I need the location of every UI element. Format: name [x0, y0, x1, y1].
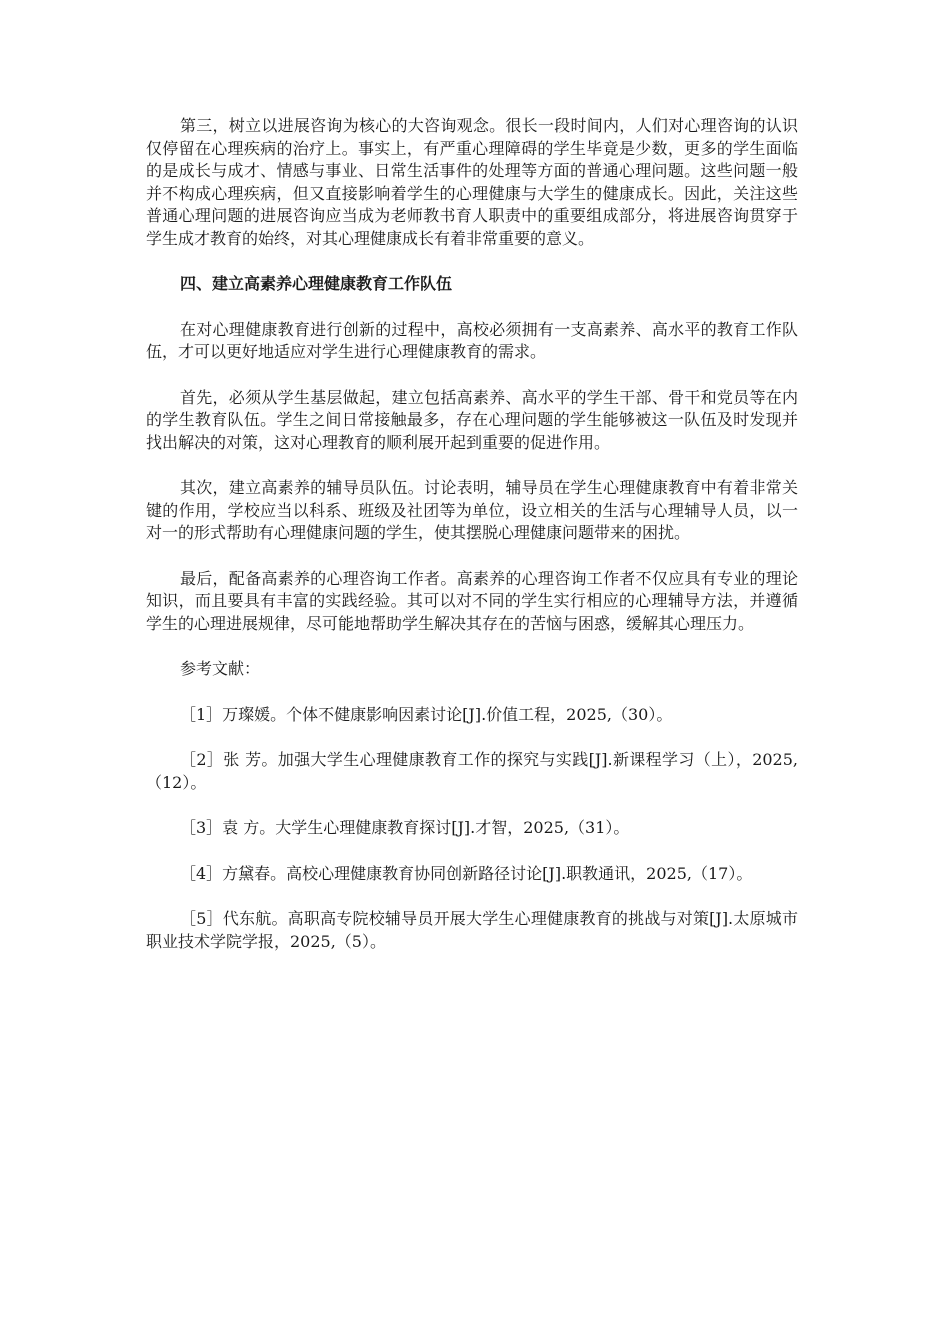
references-title: 参考文献：	[180, 659, 261, 678]
paragraph-first: 首先，必须从学生基层做起，建立包括高素养、高水平的学生干部、骨干和党员等在内的学生教育队伍。学生之间日常接触最多，存在心理问题的学生能够被这一队伍及时发现并找出解决的对策，这对心理教育的顺利展开起到重要的促进作用。	[146, 387, 798, 452]
paragraph-last: 最后，配备高素养的心理咨询工作者。高素养的心理咨询工作者不仅应具有专业的理论知识，而且要具有丰富的实践经验。其可以对不同的学生实行相应的心理辅导方法，并遵循学生的心理进展规律，尽可能地帮助学生解决其存在的苦恼与困惑，缓解其心理压力。	[146, 568, 798, 633]
section-heading-4: 四、建立高素养心理健康教育工作队伍	[180, 274, 453, 293]
reference-item-5: ［5］代东航。高职高专院校辅导员开展大学生心理健康教育的挑战与对策[J].太原城市职业技术学院学报，2025,（5）。	[146, 909, 798, 951]
paragraph-third-point: 第三，树立以进展咨询为核心的大咨询观念。很长一段时间内，人们对心理咨询的认识仅停留在心理疾病的治疗上。事实上，有严重心理障碍的学生毕竟是少数，更多的学生面临的是成长与成才、情感与事业、日常生活事件的处理等方面的普通心理问题。这些问题一般并不构成心理疾病，但又直接影响着学生的心理健康与大学生的健康成长。因此，关注这些普通心理问题的进展咨询应当成为老师教书育人职责中的重要组成部分，将进展咨询贯穿于学生成才教育的始终，对其心理健康成长有着非常重要的意义。	[146, 116, 798, 248]
paragraph-section4-intro: 在对心理健康教育进行创新的过程中，高校必须拥有一支高素养、高水平的教育工作队伍，才可以更好地适应对学生进行心理健康教育的需求。	[146, 319, 798, 361]
document-page	[146, 115, 798, 976]
paragraph-second: 其次，建立高素养的辅导员队伍。讨论表明，辅导员在学生心理健康教育中有着非常关键的作用，学校应当以科系、班级及社团等为单位，设立相关的生活与心理辅导人员，以一对一的形式帮助有心理健康问题的学生，使其摆脱心理健康问题带来的困扰。	[146, 478, 798, 542]
reference-item-3: ［3］袁 方。大学生心理健康教育探讨[J].才智，2025,（31）。	[180, 818, 630, 837]
reference-item-4: ［4］方黛春。高校心理健康教育协同创新路径讨论[J].职教通讯，2025,（17）。	[180, 863, 753, 883]
reference-item-1: ［1］万璨媛。个体不健康影响因素讨论[J].价值工程，2025,（30）。	[180, 704, 673, 724]
reference-item-2: ［2］张 芳。加强大学生心理健康教育工作的探究与实践[J].新课程学习（上），2025,（12）。	[146, 750, 798, 792]
